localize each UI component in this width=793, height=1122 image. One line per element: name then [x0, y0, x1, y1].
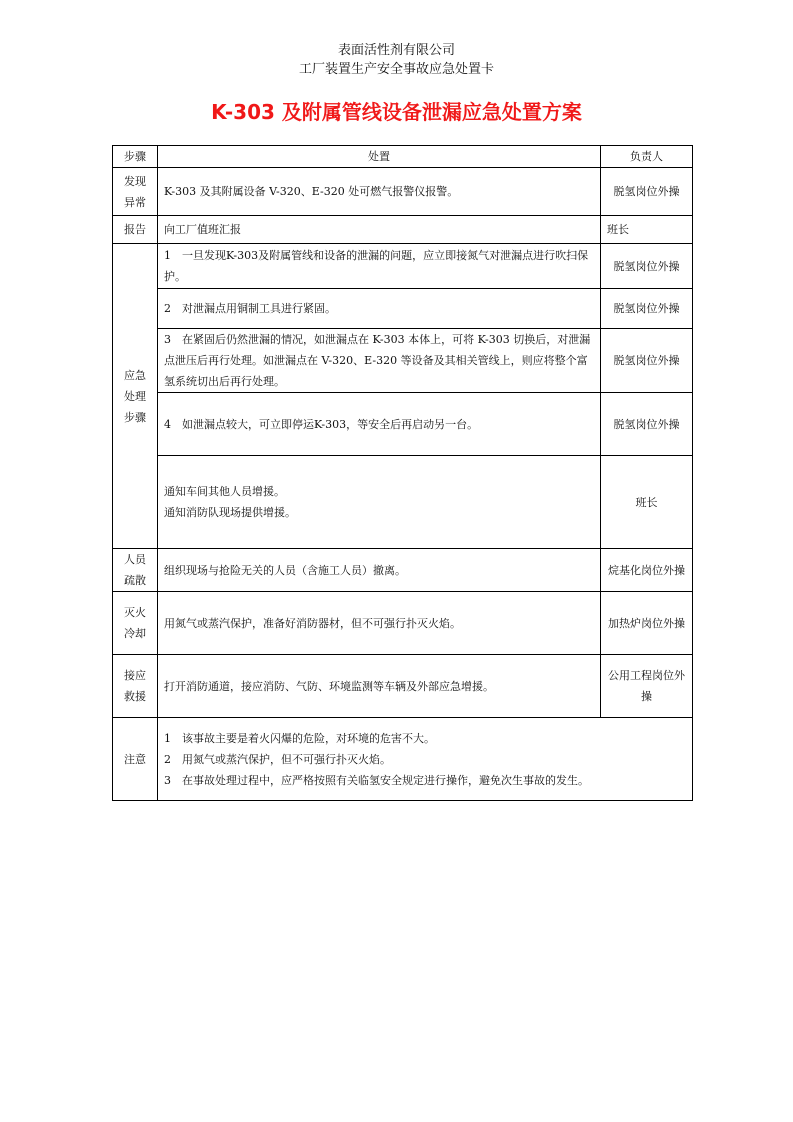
- step-cell: [113, 216, 158, 244]
- step-cell-line: 人员: [124, 553, 146, 566]
- owner-cell: [601, 655, 693, 718]
- action-cell: [158, 456, 601, 549]
- step-cell-line: 处理: [124, 389, 146, 403]
- step-cell: [113, 592, 158, 655]
- action-cell-line: 通知消防队现场提供增援。: [164, 506, 296, 519]
- table-row: [113, 289, 693, 329]
- step-cell-line: 报告: [124, 223, 146, 236]
- action-cell-line: 通知车间其他人员增援。: [164, 485, 285, 498]
- owner-cell-line: 脱氢岗位外操: [613, 302, 680, 315]
- step-cell-line: 异常: [124, 195, 146, 209]
- table-row: [113, 168, 693, 216]
- step-cell-line: 步骤: [124, 410, 146, 424]
- table-row: [113, 718, 693, 801]
- action-cell-line: 4 如泄漏点较大，可立即停运K-303，等安全后再启动另一台。: [164, 417, 479, 431]
- action-cell: [158, 592, 601, 655]
- step-cell: [113, 244, 158, 549]
- company-name: 表面活性剂有限公司: [337, 43, 455, 58]
- action-cell-line: 2 用氮气或蒸汽保护，但不可强行扑灭火焰。: [164, 752, 391, 766]
- table-row: [113, 244, 693, 289]
- step-cell-line: 接应: [124, 669, 146, 682]
- table-row: [113, 329, 693, 393]
- step-cell: [113, 168, 158, 216]
- action-cell-line: 组织现场与抢险无关的人员（含施工人员）撤离。: [164, 563, 406, 577]
- owner-cell-line: 加热炉岗位外操: [608, 616, 685, 630]
- owner-cell-line: 班长: [607, 223, 629, 236]
- column-header: 负责人: [601, 146, 693, 168]
- action-cell: [158, 244, 601, 289]
- document-title: K-303 及附属管线设备泄漏应急处置方案: [211, 100, 582, 124]
- owner-cell: [601, 393, 693, 456]
- table-row: [113, 549, 693, 592]
- step-cell-line: 应急: [124, 368, 146, 382]
- step-cell-line: 救援: [124, 690, 146, 703]
- column-header: 步骤: [113, 146, 158, 168]
- step-cell: [113, 718, 158, 801]
- owner-cell-line: 脱氢岗位外操: [613, 259, 680, 273]
- action-cell-line: 打开消防通道，接应消防、气防、环境监测等车辆及外部应急增援。: [164, 679, 494, 693]
- owner-cell: [601, 289, 693, 329]
- step-cell-line: 灭火: [124, 606, 146, 619]
- action-cell: [158, 655, 601, 718]
- action-cell-line: 2 对泄漏点用铜制工具进行紧固。: [164, 302, 336, 315]
- card-title: 工厂装置生产安全事故应急处置卡: [298, 62, 494, 77]
- action-cell-line: K-303 及其附属设备 V-320、E-320 处可燃气报警仪报警。: [164, 185, 459, 198]
- owner-cell: [601, 329, 693, 393]
- owner-cell-line: 脱氢岗位外操: [613, 417, 680, 431]
- action-cell: [158, 289, 601, 329]
- step-cell-line: 注意: [124, 752, 146, 766]
- step-cell-line: 冷却: [124, 627, 146, 640]
- owner-cell-line: 烷基化岗位外操: [608, 563, 685, 577]
- table-row: [113, 592, 693, 655]
- step-cell: [113, 655, 158, 718]
- table-row: [113, 655, 693, 718]
- action-cell-line: 1 一旦发现K-303及附属管线和设备的泄漏的问题，应立即接氮气对泄漏点进行吹扫保护。: [164, 249, 589, 283]
- step-cell: [113, 549, 158, 592]
- table-row: [113, 393, 693, 456]
- action-cell: [158, 393, 601, 456]
- action-cell: [158, 718, 693, 801]
- action-cell: [158, 329, 601, 393]
- action-cell-line: 1 该事故主要是着火闪爆的危险，对环境的危害不大。: [164, 731, 435, 745]
- table-row: [113, 456, 693, 549]
- owner-cell-line: 班长: [635, 495, 658, 509]
- table-header-row: [113, 146, 693, 168]
- action-cell: [158, 168, 601, 216]
- action-cell-line: 3 在事故处理过程中，应严格按照有关临氢安全规定进行操作，避免次生事故的发生。: [164, 773, 589, 787]
- step-cell-line: 发现: [124, 174, 146, 188]
- action-cell-line: 用氮气或蒸汽保护，准备好消防器材，但不可强行扑灭火焰。: [164, 616, 461, 630]
- column-header: 处置: [158, 146, 601, 168]
- owner-cell-line: 脱氢岗位外操: [613, 354, 680, 367]
- action-cell: [158, 216, 601, 244]
- owner-cell-line: 公用工程岗位外操: [608, 669, 685, 703]
- step-cell-line: 疏散: [124, 574, 146, 587]
- owner-cell-line: 脱氢岗位外操: [613, 185, 680, 198]
- action-cell-line: 3 在紧固后仍然泄漏的情况，如泄漏点在 K-303 本体上，可将 K-303 切换后，对泄漏点泄压后再行处理。如泄漏点在 V-320、E-320 等设备及其相关管线上，则应将整个富氢系统切出后再行处理。: [164, 333, 591, 388]
- owner-cell: [601, 244, 693, 289]
- owner-cell: [601, 216, 693, 244]
- action-cell: [158, 549, 601, 592]
- emergency-procedure-table: [112, 145, 693, 801]
- owner-cell: [601, 592, 693, 655]
- owner-cell: [601, 549, 693, 592]
- owner-cell: [601, 456, 693, 549]
- action-cell-line: 向工厂值班汇报: [164, 223, 241, 236]
- table-row: [113, 216, 693, 244]
- owner-cell: [601, 168, 693, 216]
